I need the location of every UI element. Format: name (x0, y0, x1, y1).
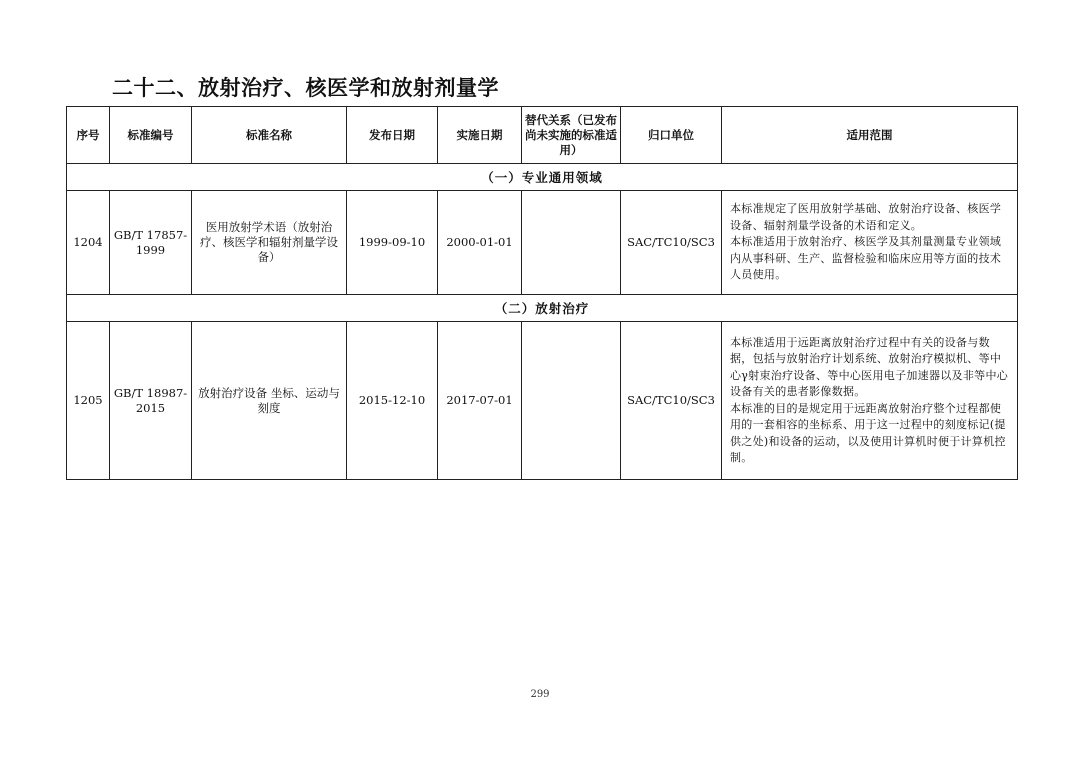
table-row (67, 322, 1018, 480)
cell-scope (722, 322, 1018, 480)
section-heading: （二）放射治疗 (67, 295, 1018, 322)
cell-code: GB/T 17857-1999 (110, 191, 192, 295)
scope-paragraph: 本标准适用于放射治疗、核医学及其剂量测量专业领域内从事科研、生产、监督检验和临床应用等方面的技术人员使用。 (730, 235, 1002, 282)
cell-replacement (522, 191, 621, 295)
cell-name: 医用放射学术语（放射治疗、核医学和辐射剂量学设备） (192, 191, 347, 295)
col-header-code: 标准编号 (110, 107, 192, 164)
cell-unit: SAC/TC10/SC3 (621, 191, 722, 295)
page-title: 二十二、放射治疗、核医学和放射剂量学 (112, 76, 499, 100)
table-header-row (67, 107, 1018, 164)
cell-no: 1204 (67, 191, 110, 295)
table-row (67, 191, 1018, 295)
section-row (67, 164, 1018, 191)
scope-paragraph: 本标准规定了医用放射学基础、放射治疗设备、核医学设备、辐射剂量学设备的术语和定义。 (730, 202, 1002, 232)
cell-effective-date: 2017-07-01 (438, 322, 522, 480)
col-header-effective-date: 实施日期 (438, 107, 522, 164)
scope-paragraph: 本标准的目的是规定用于远距离放射治疗整个过程都使用的一套相容的坐标系、用于这一过程中的刻度标记(提供之处)和设备的运动，以及使用计算机时便于计算机控制。 (730, 401, 1006, 464)
cell-name: 放射治疗设备 坐标、运动与刻度 (192, 322, 347, 480)
cell-effective-date: 2000-01-01 (438, 191, 522, 295)
col-header-unit: 归口单位 (621, 107, 722, 164)
col-header-publish-date: 发布日期 (347, 107, 438, 164)
col-header-replacement: 替代关系（已发布尚未实施的标准适用） (522, 107, 621, 164)
section-heading: （一）专业通用领域 (67, 164, 1018, 191)
col-header-name: 标准名称 (192, 107, 347, 164)
cell-code: GB/T 18987-2015 (110, 322, 192, 480)
col-header-no: 序号 (67, 107, 110, 164)
standards-table (66, 106, 1018, 480)
cell-publish-date: 2015-12-10 (347, 322, 438, 480)
cell-publish-date: 1999-09-10 (347, 191, 438, 295)
cell-unit: SAC/TC10/SC3 (621, 322, 722, 480)
cell-no: 1205 (67, 322, 110, 480)
section-row (67, 295, 1018, 322)
scope-paragraph: 本标准适用于远距离放射治疗过程中有关的设备与数据，包括与放射治疗计划系统、放射治疗模拟机、等中心γ射束治疗设备、等中心医用电子加速器以及非等中心设备有关的患者影像数据。 (730, 335, 1009, 398)
cell-replacement (522, 322, 621, 480)
page-number: 299 (530, 689, 550, 700)
col-header-scope: 适用范围 (722, 107, 1018, 164)
cell-scope (722, 191, 1018, 295)
